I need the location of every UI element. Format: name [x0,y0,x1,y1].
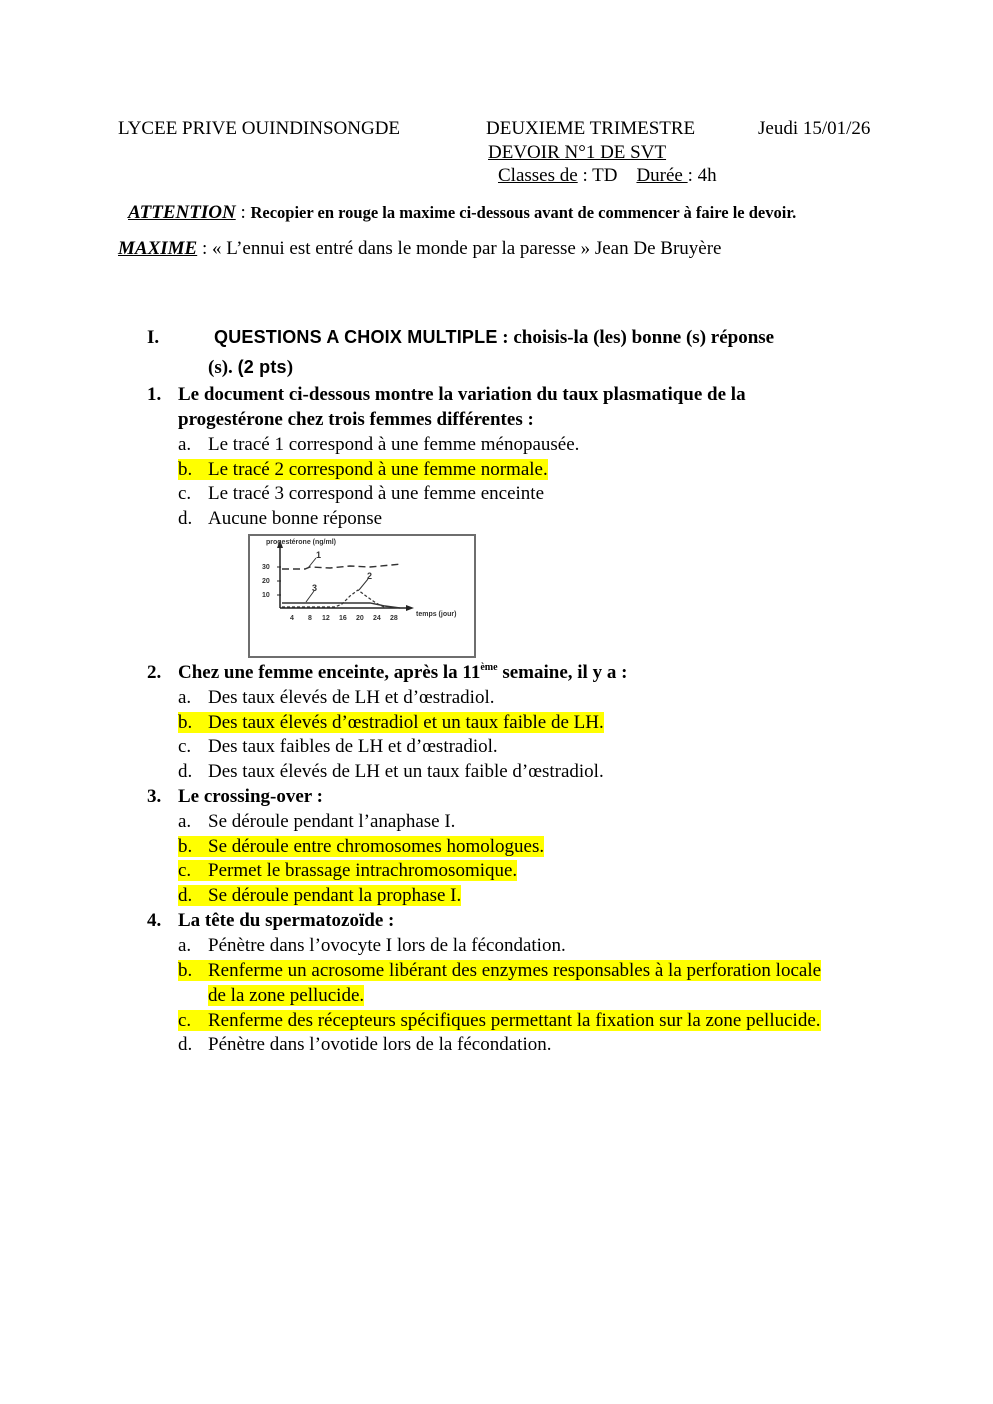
option-2d[interactable] [178,761,604,783]
option-3b[interactable] [178,836,544,858]
option-1c[interactable] [178,483,544,505]
attention-label: ATTENTION [128,202,236,223]
svg-text:28: 28 [390,615,398,622]
maxime-line [118,238,721,260]
duration-value: : 4h [687,165,717,186]
option-text: Le tracé 2 correspond à une femme normale. [208,459,548,480]
option-text: Des taux élevés d’œstradiol et un taux faible de LH. [208,712,604,733]
option-4c[interactable] [178,1010,821,1032]
option-text: Le tracé 3 correspond à une femme enceinte [208,483,545,504]
option-text: Renferme un acrosome libérant des enzymes responsables à la perforation locale [208,960,822,981]
attention-line [128,202,796,224]
svg-text:30: 30 [262,564,270,571]
option-text: Le tracé 1 correspond à une femme ménopausée. [208,434,580,455]
attention-text: Recopier en rouge la maxime ci-dessous avant de commencer à faire le devoir. [250,203,797,222]
svg-text:20: 20 [262,578,270,585]
question-text-pre: Chez une femme enceinte, après la 11 [178,662,481,683]
option-letter: a. [178,811,192,832]
svg-text:2: 2 [367,571,373,581]
x-axis-arrow-icon [406,605,414,611]
question-text: Le document ci-dessous montre la variation du taux plasmatique de la [178,384,746,405]
classes-value: : TD [577,165,618,186]
svg-text:12: 12 [322,615,330,622]
option-letter: a. [178,434,192,455]
svg-text:3: 3 [312,583,318,593]
section-title: QUESTIONS A CHOIX MULTIPLE [214,327,498,347]
question-text-sup: ème [480,662,498,673]
option-1a[interactable] [178,434,579,456]
option-1d[interactable] [178,508,382,530]
question-number: 4. [147,910,162,931]
question-number: 2. [147,662,162,683]
chart-svg [250,536,474,656]
option-4d[interactable] [178,1034,551,1056]
option-letter: d. [178,885,193,906]
option-4b-cont[interactable] [208,985,364,1007]
option-3d[interactable] [178,885,461,907]
option-text: Renferme des récepteurs spécifiques permettant la fixation sur la zone pellucide. [208,1010,821,1031]
option-2c[interactable] [178,736,498,758]
option-letter: b. [178,459,193,480]
option-letter: d. [178,508,193,529]
section-heading-cont [208,357,293,379]
term-label: DEUXIEME TRIMESTRE [486,118,696,139]
option-text-cont: de la zone pellucide. [208,985,365,1006]
option-letter: c. [178,483,192,504]
school-name: LYCEE PRIVE OUINDINSONGDE [118,118,401,139]
option-4b[interactable] [178,960,821,982]
maxime-label: MAXIME [118,238,198,259]
option-2a[interactable] [178,687,495,709]
question-text [178,662,627,684]
option-2b[interactable] [178,712,604,734]
option-letter: a. [178,687,192,708]
option-3c[interactable] [178,860,517,882]
option-text: Des taux élevés de LH et d’œstradiol. [208,687,495,708]
section-points: (2 pts [237,357,287,377]
section-instruction: : choisis-la (les) bonne (s) réponse [497,327,775,348]
classes-label: Classes de [498,165,578,186]
svg-text:8: 8 [308,615,312,622]
progesterone-chart [248,534,476,658]
attention-sep: : [235,202,251,223]
exam-meta [498,165,717,187]
exam-title: DEVOIR N°1 DE SVT [488,142,667,163]
y-axis-label: progestérone (ng/ml) [266,539,337,546]
option-letter: b. [178,960,193,981]
svg-text:20: 20 [356,615,364,622]
svg-text:4: 4 [290,615,294,622]
option-text: Des taux faibles de LH et d’œstradiol. [208,736,498,757]
maxime-text: « L’ennui est entré dans le monde par la paresse » Jean De Bruyère [211,238,722,259]
question-number: 3. [147,786,162,807]
svg-text:24: 24 [373,615,381,622]
option-text: Se déroule entre chromosomes homologues. [208,836,545,857]
option-text: Pénètre dans l’ovocyte I lors de la fécondation. [208,935,566,956]
option-text: Des taux élevés de LH et un taux faible d’œstradiol. [208,761,604,782]
curve-2 [282,590,386,608]
option-text: Permet le brassage intrachromosomique. [208,860,518,881]
section-number: I. [147,327,160,348]
section-heading [214,327,774,349]
question-number: 1. [147,384,162,405]
option-text: Aucune bonne réponse [208,508,383,529]
option-letter: a. [178,935,192,956]
svg-text:1: 1 [316,550,322,560]
curve-1 [282,564,402,569]
option-text: Se déroule pendant l’anaphase I. [208,811,456,832]
question-text: Le crossing-over : [178,786,323,807]
maxime-sep: : [197,238,212,259]
option-letter: b. [178,712,193,733]
question-text: La tête du spermatozoïde : [178,910,395,931]
exam-date: Jeudi 15/01/26 [758,118,871,139]
question-text-cont: progestérone chez trois femmes différentes : [178,409,534,430]
option-text: Se déroule pendant la prophase I. [208,885,462,906]
duration-label: Durée [636,165,688,186]
option-3a[interactable] [178,811,455,833]
option-letter: d. [178,761,193,782]
section-instruction-cont: (s). [208,357,238,378]
x-axis-label: temps (jour) [416,611,457,618]
option-letter: c. [178,736,192,757]
svg-text:16: 16 [339,615,347,622]
option-letter: c. [178,860,192,881]
option-letter: c. [178,1010,192,1031]
question-text-post: semaine, il y a : [497,662,628,683]
option-letter: d. [178,1034,193,1055]
svg-text:10: 10 [262,592,270,599]
option-letter: b. [178,836,193,857]
option-1b[interactable] [178,459,548,481]
option-4a[interactable] [178,935,566,957]
section-points-close: ) [286,357,294,378]
option-text: Pénètre dans l’ovotide lors de la fécondation. [208,1034,552,1055]
